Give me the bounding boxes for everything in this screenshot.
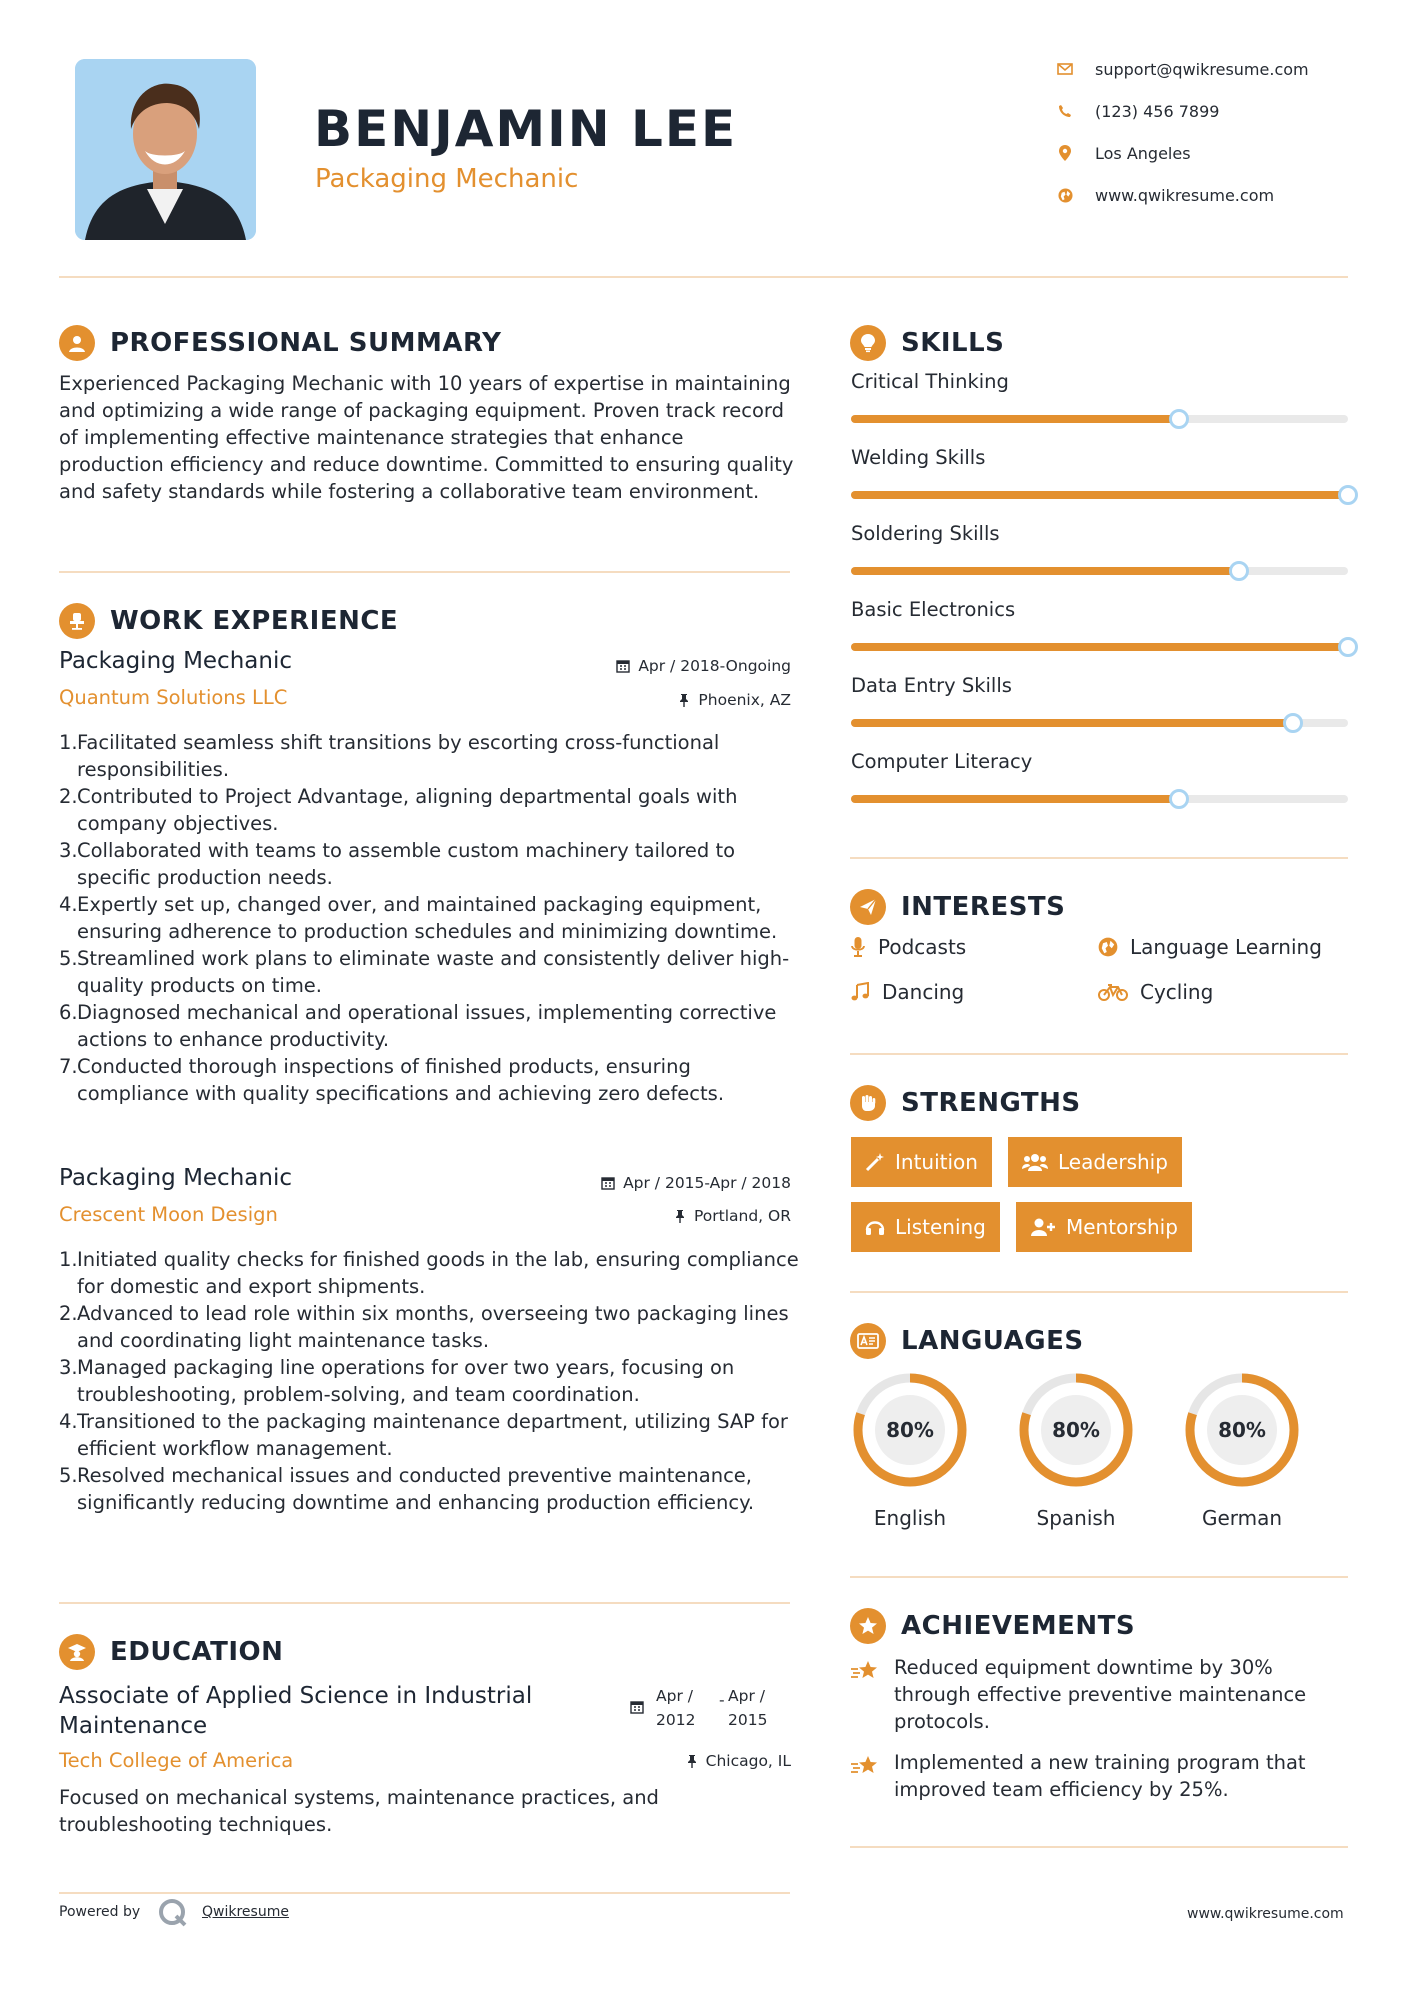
contact-website-text: www.qwikresume.com [1095,185,1275,205]
school-name: Tech College of America [59,1749,294,1772]
pushpin-icon [674,1209,686,1223]
section-divider [850,1576,1348,1578]
section-divider [850,1846,1348,1848]
email-icon [1055,63,1075,75]
footer-url[interactable]: www.qwikresume.com [1187,1906,1344,1922]
interest-label: Cycling [1140,980,1214,1004]
degree-line-1: Associate of Applied Science in Industrial [59,1683,533,1709]
contact-location [1055,138,1355,168]
skill-level-knob [1169,409,1189,429]
list-item: 5. Streamlined work plans to eliminate waste and consistently deliver high-quality products on time. [59,947,790,997]
language-card-icon [850,1323,886,1359]
job-2-company: Crescent Moon Design [59,1203,278,1226]
achievement-item [850,1654,1350,1735]
skill-bar [851,567,1348,575]
music-note-icon [850,982,870,1002]
globe-icon [1098,937,1118,957]
contact-location-text: Los Angeles [1095,143,1191,163]
achievements-heading [850,1606,1135,1646]
skill-bar [851,415,1348,423]
globe-icon [1055,188,1075,203]
education-start: Apr / [656,1687,693,1705]
footer-powered-by: Powered by [59,1904,141,1920]
star-badge-icon [850,1608,886,1644]
language-percent: 80% [1052,1418,1100,1442]
skill-bar-fill [851,643,1348,651]
language-item [848,1368,972,1530]
language-proficiency-ring [1180,1368,1304,1492]
job-1-dates-text: Apr / 2018-Ongoing [638,657,791,675]
pushpin-icon [686,1754,698,1768]
location-pin-icon [1055,145,1075,161]
summary-heading [59,323,501,363]
list-item: 3. Collaborated with teams to assemble custom machinery tailored to specific production needs. [59,839,736,889]
job-1-dates [490,657,791,675]
skill-label: Soldering Skills [851,522,1000,545]
strength-intuition [851,1137,992,1187]
section-divider [59,1602,790,1604]
language-proficiency-ring [848,1368,972,1492]
list-item: 4. Transitioned to the packaging maintenance department, utilizing SAP for efficient workflow management. [59,1410,788,1460]
magic-wand-icon [865,1152,885,1172]
language-percent: 80% [1218,1418,1266,1442]
skill-label: Welding Skills [851,446,986,469]
interest-label: Podcasts [878,935,967,959]
languages-heading-text: LANGUAGES [901,1326,1084,1356]
strength-label: Intuition [895,1150,978,1174]
language-item [1014,1368,1138,1530]
strength-leadership [1008,1137,1182,1187]
section-divider [850,1053,1348,1055]
education-location [490,1752,791,1770]
interest-label: Dancing [882,980,965,1004]
user-plus-icon [1030,1217,1056,1237]
language-item [1180,1368,1304,1530]
skill-level-knob [1229,561,1249,581]
summary-heading-text: PROFESSIONAL SUMMARY [110,328,502,358]
skill-label: Computer Literacy [851,750,1033,773]
graduate-icon [59,1634,95,1670]
contact-phone-text: (123) 456 7899 [1095,101,1220,121]
star-icon [850,1755,880,1777]
list-item: 1. Initiated quality checks for finished goods in the lab, ensuring compliance for domestic and export shipments. [59,1248,799,1298]
achievement-text: Reduced equipment downtime by 30% through effective preventive maintenance protocols. [894,1656,1307,1733]
candidate-name: BENJAMIN LEE [314,100,738,158]
job-1-duties [59,729,799,1107]
summary-text: Experienced Packaging Mechanic with 10 years of expertise in maintaining and optimizing a wide range of packaging equipment. Proven track record of implementing effective maintenance strategies that enhance production efficiency and reduce downtime. Committed to ensuring quality and safety standards while fostering a collaborative team environment. [59,372,794,503]
job-1-location [490,691,791,709]
interest-language-learning [1098,935,1322,959]
section-divider [850,1291,1348,1293]
language-name: English [873,1506,947,1530]
skill-label: Basic Electronics [851,598,1016,621]
skill-label: Critical Thinking [851,370,1009,393]
calendar-icon [601,1176,615,1190]
list-item: 3. Managed packaging line operations for over two years, focusing on troubleshooting, problem-solving, and team coordination. [59,1356,735,1406]
calendar-icon [616,659,630,673]
experience-heading-text: WORK EXPERIENCE [110,606,399,636]
list-item: 7. Conducted thorough inspections of finished products, ensuring compliance with quality specifications and achieving zero defects. [59,1055,725,1105]
skill-level-knob [1338,485,1358,505]
education-description: Focused on mechanical systems, maintenance practices, and troubleshooting techniques. [59,1786,659,1836]
footer-divider [59,1892,790,1894]
skill-bar-fill [851,491,1348,499]
header-divider [59,276,1348,278]
contact-website[interactable] [1055,180,1355,210]
language-name: Spanish [1036,1506,1116,1530]
education-date-separator: - [719,1691,725,1709]
star-icon [850,1660,880,1682]
experience-heading [59,601,398,641]
language-percent: 80% [886,1418,934,1442]
qwikresume-logo-icon [157,1897,189,1933]
pushpin-icon [678,693,690,707]
group-icon [1022,1152,1048,1172]
candidate-title: Packaging Mechanic [315,164,579,194]
degree [59,1681,532,1741]
education-heading-text: EDUCATION [110,1637,284,1667]
strength-listening [851,1202,1000,1252]
job-1-location-text: Phoenix, AZ [698,691,791,709]
skill-level-knob [1283,713,1303,733]
job-2-dates-text: Apr / 2015-Apr / 2018 [623,1174,791,1192]
interest-dancing [850,980,964,1004]
skill-level-knob [1169,789,1189,809]
interests-heading [850,887,1065,927]
interests-heading-text: INTERESTS [901,892,1066,922]
achievements-heading-text: ACHIEVEMENTS [901,1611,1136,1641]
job-1-title: Packaging Mechanic [59,648,292,674]
contact-email-text: support@qwikresume.com [1095,59,1309,79]
headphones-icon [865,1217,885,1237]
section-divider [850,857,1348,859]
education-location-text: Chicago, IL [705,1752,791,1770]
degree-line-2: Maintenance [59,1713,208,1739]
contact-email[interactable] [1055,54,1355,84]
skill-bar-fill [851,719,1293,727]
microphone-icon [850,936,866,958]
chair-icon [59,603,95,639]
list-item: 4. Expertly set up, changed over, and maintained packaging equipment, ensuring adherence to production schedules and minimizing downtime. [59,893,778,943]
education-end: Apr / [728,1687,765,1705]
interest-cycling [1098,980,1213,1004]
education-end-year: 2015 [728,1711,768,1729]
list-item: 5. Resolved mechanical issues and conducted preventive maintenance, significantly reducing downtime and enhancing production efficiency. [59,1464,755,1514]
list-item: 2. Advanced to lead role within six months, overseeing two packaging lines and coordinating light maintenance tasks. [59,1302,789,1352]
language-name: German [1201,1506,1283,1530]
skills-heading [850,323,1004,363]
strengths-heading-text: STRENGTHS [901,1088,1081,1118]
language-proficiency-ring [1014,1368,1138,1492]
phone-icon [1055,104,1075,118]
achievement-item [850,1749,1350,1803]
interest-label: Language Learning [1130,935,1322,959]
bicycle-icon [1098,982,1128,1002]
strength-label: Listening [895,1215,986,1239]
lightbulb-icon [850,325,886,361]
education-heading [59,1632,283,1672]
skill-level-knob [1338,637,1358,657]
skill-bar-fill [851,795,1179,803]
achievement-text: Implemented a new training program that improved team efficiency by 25%. [894,1751,1306,1801]
strength-label: Leadership [1058,1150,1168,1174]
section-divider [59,571,790,573]
languages-heading [850,1321,1084,1361]
skill-bar [851,491,1348,499]
skill-bar [851,795,1348,803]
skill-bar-fill [851,567,1239,575]
skill-bar [851,719,1348,727]
list-item: 6. Diagnosed mechanical and operational issues, implementing corrective actions to enhance productivity. [59,1001,777,1051]
footer-brand-link[interactable]: Qwikresume [202,1904,289,1920]
education-start-year: 2012 [656,1711,696,1729]
job-2-title: Packaging Mechanic [59,1165,292,1191]
list-item: 2. Contributed to Project Advantage, aligning departmental goals with company objectives. [59,785,738,835]
skill-bar-fill [851,415,1179,423]
user-icon [59,325,95,361]
job-2-dates [490,1174,791,1192]
strengths-heading [850,1083,1081,1123]
profile-photo [75,59,256,240]
skills-heading-text: SKILLS [901,328,1005,358]
job-2-location [490,1207,791,1225]
fist-icon [850,1085,886,1121]
skill-bar [851,643,1348,651]
contact-phone[interactable] [1055,96,1355,126]
job-2-location-text: Portland, OR [693,1207,791,1225]
job-2-duties [59,1246,799,1516]
calendar-icon [630,1697,644,1721]
job-1-company: Quantum Solutions LLC [59,686,288,709]
paper-plane-icon [850,889,886,925]
strength-label: Mentorship [1066,1215,1178,1239]
interest-podcasts [850,935,966,959]
skill-label: Data Entry Skills [851,674,1012,697]
list-item: 1. Facilitated seamless shift transitions by escorting cross-functional responsibilities. [59,731,720,781]
strength-mentorship [1016,1202,1192,1252]
